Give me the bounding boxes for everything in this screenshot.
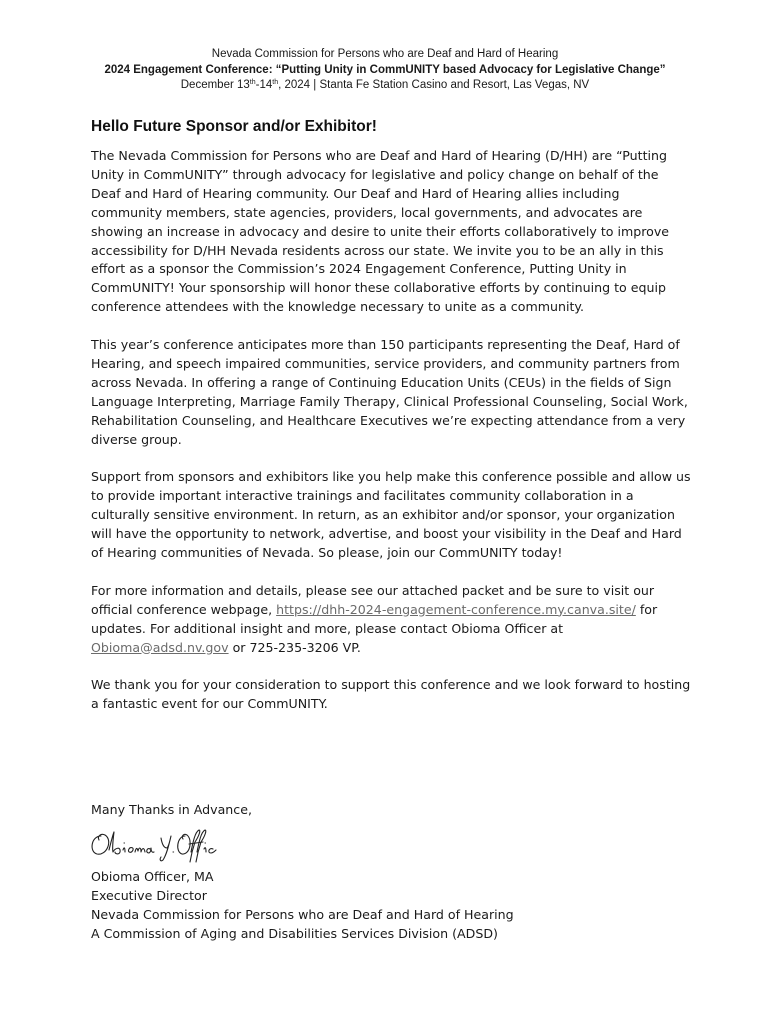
- salutation: Many Thanks in Advance,: [91, 802, 252, 817]
- conference-title-line: 2024 Engagement Conference: “Putting Unity in CommUNITY based Advocacy for Legislative Change”: [104, 63, 666, 76]
- paragraph-support: Support from sponsors and exhibitors like you help make this conference possible and allow us to provide important interactive trainings and facilitates community collaboration in a culturally sensitive environment. In return, as an exhibitor and/or sponsor, your organization will have the opportunity to network, advertise, and boost your visibility in the Deaf and Hard of Hearing communities of Nevada. So please, join our CommUNITY today!: [91, 469, 691, 560]
- conference-webpage-link[interactable]: https://dhh-2024-engagement-conference.my.canva.site/: [276, 601, 636, 617]
- date-superscript-2: th: [272, 79, 279, 86]
- paragraph-participants: This year’s conference anticipates more than 150 participants representing the Deaf, Hard of Hearing, and speech impaired communities, service providers, and community partners from across Nevada. In offering a range of Continuing Education Units (CEUs) in the fields of Sign Language Interpreting, Marriage Family Therapy, Clinical Professional Counseling, Social Work, Rehabilitation Counseling, and Healthcare Executives we’re expecting attendance from a very diverse group.: [91, 337, 688, 447]
- closing-block: [91, 801, 691, 944]
- org-line: Nevada Commission for Persons who are Deaf and Hard of Hearing: [211, 48, 559, 60]
- signer-organization: Nevada Commission for Persons who are Deaf and Hard of Hearing: [91, 906, 514, 922]
- signer-title: Executive Director: [91, 887, 207, 903]
- signature-lines: [91, 868, 691, 944]
- signature-image: [87, 822, 217, 864]
- date-prefix: December 13: [180, 79, 250, 91]
- date-superscript-1: th: [249, 79, 256, 86]
- letter-body: [91, 117, 691, 733]
- paragraph-contact: [91, 582, 691, 658]
- date-location: , 2024 | Stanta Fe Station Casino and Resort, Las Vegas, NV: [278, 79, 590, 91]
- signer-division: A Commission of Aging and Disabilities Services Division (ADSD): [91, 925, 498, 941]
- date-mid: -14: [255, 79, 273, 91]
- contact-text-3: or 725-235-3206 VP.: [228, 639, 361, 655]
- paragraph-thanks: We thank you for your consideration to support this conference and we look forward to hosting a fantastic event for our CommUNITY.: [91, 677, 691, 712]
- greeting-heading: Hello Future Sponsor and/or Exhibitor!: [91, 118, 377, 135]
- contact-text-1: For more information and details, please see our attached packet and be sure to visit our official conference webpage,: [91, 582, 655, 617]
- paragraph-intro: The Nevada Commission for Persons who are Deaf and Hard of Hearing (D/HH) are “Putting Unity in CommUNITY” through advocacy for legislative and policy change on behalf of the Deaf and Hard of Hearing community. Our Deaf and Hard of Hearing allies including community members, state agencies, providers, local governments, and advocates are showing an increase in advocacy and desire to unite their efforts collaboratively to improve accessibility for D/HH Nevada residents across our state. We invite you to be an ally in this effort as a sponsor the Commission’s 2024 Engagement Conference, Putting Unity in CommUNITY! Your sponsorship will honor these collaborative efforts by continuing to equip conference attendees with the knowledge necessary to unite as a community.: [91, 148, 670, 315]
- email-link[interactable]: Obioma@adsd.nv.gov: [91, 639, 229, 655]
- letterhead: [0, 47, 770, 94]
- contact-text-2: for updates. For additional insight and more, please contact Obioma Officer at: [91, 601, 658, 636]
- date-location-line: [0, 78, 770, 94]
- signer-name: Obioma Officer, MA: [91, 868, 214, 884]
